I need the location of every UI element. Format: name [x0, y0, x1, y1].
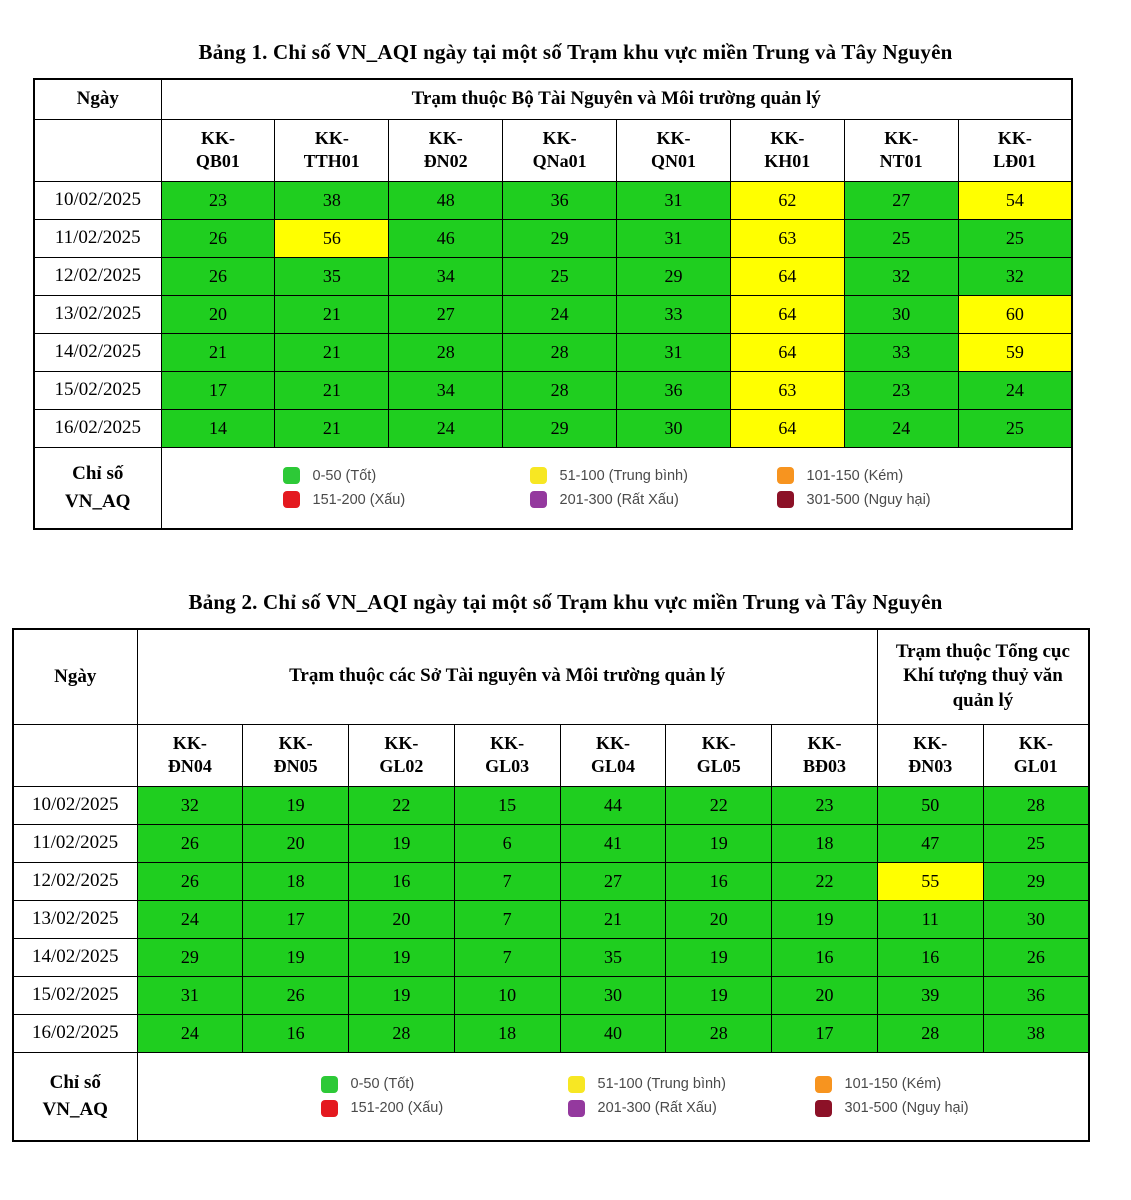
table-row [13, 1014, 1089, 1052]
date-cell: 16/02/2025 [13, 1014, 137, 1052]
aqi-value-cell: 29 [503, 409, 617, 447]
station-header-kk-qna01: KK- QNa01 [503, 119, 617, 181]
aqi-value-cell: 33 [617, 295, 731, 333]
aqi-value-cell: 28 [983, 786, 1089, 824]
aqi-value-cell: 24 [503, 295, 617, 333]
aqi-value-cell: 56 [275, 219, 389, 257]
aqi-value-cell: 25 [983, 824, 1089, 862]
group-header-1: Trạm thuộc các Sở Tài nguyên và Môi trường quản lý [137, 629, 877, 724]
table-header-row [34, 79, 1072, 119]
hazardous-swatch-icon [777, 491, 794, 508]
aqi-value-cell: 30 [560, 976, 666, 1014]
aqi-value-cell: 63 [730, 219, 844, 257]
legend-cell [161, 447, 1072, 529]
aqi-value-cell: 22 [772, 862, 878, 900]
legend-label [13, 1052, 137, 1141]
table-row [34, 409, 1072, 447]
aqi-value-cell: 24 [389, 409, 503, 447]
legend-item-good [283, 467, 530, 484]
table2-title: Bảng 2. Chỉ số VN_AQI ngày tại một số Trạm khu vực miền Trung và Tây Nguyên [188, 590, 943, 614]
aqi-value-cell: 19 [243, 786, 349, 824]
legend-item-label: 301-500 (Nguy hại) [806, 491, 931, 508]
very-bad-swatch-icon [530, 491, 547, 508]
aqi-value-cell: 48 [389, 181, 503, 219]
legend-item-bad [321, 1100, 568, 1117]
moderate-swatch-icon [530, 467, 547, 484]
poor-swatch-icon [777, 467, 794, 484]
aqi-value-cell: 28 [503, 333, 617, 371]
aqi-value-cell: 26 [161, 257, 275, 295]
aqi-value-cell: 24 [137, 1014, 243, 1052]
empty-header-cell [34, 119, 161, 181]
table-row [34, 371, 1072, 409]
station-header-kk-đn05: KK- ĐN05 [243, 724, 349, 786]
aqi-value-cell: 6 [454, 824, 560, 862]
aqi-value-cell: 15 [454, 786, 560, 824]
aqi-value-cell: 20 [161, 295, 275, 333]
date-cell: 14/02/2025 [13, 938, 137, 976]
aqi-value-cell: 28 [503, 371, 617, 409]
table-row [13, 976, 1089, 1014]
aqi-value-cell: 16 [349, 862, 455, 900]
legend-row [13, 1052, 1089, 1141]
aqi-value-cell: 7 [454, 900, 560, 938]
very-bad-swatch-icon [568, 1100, 585, 1117]
aqi-value-cell: 19 [349, 976, 455, 1014]
legend-label [34, 447, 161, 529]
moderate-swatch-icon [568, 1076, 585, 1093]
legend-item-label: 151-200 (Xấu) [312, 491, 406, 508]
legend-label-line1: Chỉ số [72, 463, 124, 485]
aqi-value-cell: 32 [137, 786, 243, 824]
station-header-row [13, 724, 1089, 786]
aqi-value-cell: 19 [666, 824, 772, 862]
table-row [34, 257, 1072, 295]
date-cell: 12/02/2025 [34, 257, 161, 295]
legend-item-label: 151-200 (Xấu) [350, 1100, 444, 1117]
aqi-value-cell: 28 [877, 1014, 983, 1052]
aqi-value-cell: 46 [389, 219, 503, 257]
aqi-value-cell: 54 [958, 181, 1072, 219]
legend-item-poor [815, 1076, 1086, 1093]
aqi-value-cell: 27 [560, 862, 666, 900]
aqi-table-bang-2 [12, 628, 1090, 1142]
aqi-value-cell: 32 [844, 257, 958, 295]
aqi-value-cell: 17 [243, 900, 349, 938]
station-header-kk-đn02: KK- ĐN02 [389, 119, 503, 181]
aqi-value-cell: 20 [243, 824, 349, 862]
station-header-kk-gl04: KK- GL04 [560, 724, 666, 786]
good-swatch-icon [283, 467, 300, 484]
date-cell: 10/02/2025 [13, 786, 137, 824]
aqi-value-cell: 26 [137, 862, 243, 900]
aqi-value-cell: 31 [617, 333, 731, 371]
date-cell: 13/02/2025 [13, 900, 137, 938]
table-row [13, 938, 1089, 976]
aqi-value-cell: 14 [161, 409, 275, 447]
aqi-value-cell: 36 [503, 181, 617, 219]
aqi-value-cell: 64 [730, 295, 844, 333]
legend-item-label: 51-100 (Trung bình) [559, 467, 688, 484]
aqi-value-cell: 31 [617, 219, 731, 257]
aqi-value-cell: 21 [275, 409, 389, 447]
aqi-value-cell: 64 [730, 409, 844, 447]
aqi-value-cell: 29 [503, 219, 617, 257]
aqi-value-cell: 23 [161, 181, 275, 219]
group-header-2: Trạm thuộc Tổng cục Khí tượng thuỷ văn quản lý [877, 629, 1089, 724]
legend-item-label: 201-300 (Rất Xấu) [597, 1100, 717, 1117]
legend-item-poor [777, 467, 1069, 484]
aqi-value-cell: 27 [389, 295, 503, 333]
table-row [13, 824, 1089, 862]
aqi-value-cell: 21 [275, 371, 389, 409]
aqi-value-cell: 41 [560, 824, 666, 862]
table-row [34, 219, 1072, 257]
date-cell: 10/02/2025 [34, 181, 161, 219]
aqi-value-cell: 20 [349, 900, 455, 938]
legend-label-line1: Chỉ số [49, 1071, 101, 1093]
station-header-kk-bđ03: KK- BĐ03 [772, 724, 878, 786]
station-header-kk-đn04: KK- ĐN04 [137, 724, 243, 786]
aqi-value-cell: 36 [983, 976, 1089, 1014]
table-row [13, 786, 1089, 824]
aqi-value-cell: 28 [666, 1014, 772, 1052]
aqi-value-cell: 18 [243, 862, 349, 900]
aqi-value-cell: 31 [617, 181, 731, 219]
bad-swatch-icon [321, 1100, 338, 1117]
date-cell: 16/02/2025 [34, 409, 161, 447]
aqi-value-cell: 28 [349, 1014, 455, 1052]
aqi-value-cell: 25 [844, 219, 958, 257]
date-cell: 14/02/2025 [34, 333, 161, 371]
aqi-value-cell: 36 [617, 371, 731, 409]
aqi-value-cell: 63 [730, 371, 844, 409]
aqi-value-cell: 18 [454, 1014, 560, 1052]
aqi-value-cell: 50 [877, 786, 983, 824]
aqi-value-cell: 26 [243, 976, 349, 1014]
legend-label-line2: VN_AQ [42, 1099, 108, 1121]
aqi-value-cell: 16 [666, 862, 772, 900]
legend-item-label: 51-100 (Trung bình) [597, 1076, 726, 1093]
table-row [34, 295, 1072, 333]
station-header-kk-gl05: KK- GL05 [666, 724, 772, 786]
aqi-value-cell: 28 [389, 333, 503, 371]
aqi-value-cell: 16 [772, 938, 878, 976]
aqi-value-cell: 29 [983, 862, 1089, 900]
aqi-value-cell: 40 [560, 1014, 666, 1052]
date-column-header: Ngày [13, 629, 137, 724]
legend-item-good [321, 1076, 568, 1093]
station-header-kk-lđ01: KK- LĐ01 [958, 119, 1072, 181]
station-header-kk-đn03: KK- ĐN03 [877, 724, 983, 786]
legend-item-label: 101-150 (Kém) [806, 467, 904, 484]
aqi-value-cell: 21 [560, 900, 666, 938]
aqi-value-cell: 19 [666, 938, 772, 976]
aqi-value-cell: 31 [137, 976, 243, 1014]
aqi-value-cell: 19 [243, 938, 349, 976]
aqi-value-cell: 19 [349, 824, 455, 862]
aqi-value-cell: 10 [454, 976, 560, 1014]
date-column-header: Ngày [34, 79, 161, 119]
aqi-value-cell: 35 [560, 938, 666, 976]
legend-item-hazardous [815, 1100, 1086, 1117]
legend-cell [137, 1052, 1089, 1141]
legend-item-moderate [568, 1076, 815, 1093]
aqi-value-cell: 20 [666, 900, 772, 938]
legend-item-label: 301-500 (Nguy hại) [844, 1100, 969, 1117]
group-header-1: Trạm thuộc Bộ Tài Nguyên và Môi trường quản lý [161, 79, 1072, 119]
aqi-value-cell: 20 [772, 976, 878, 1014]
aqi-table-bang-1 [33, 78, 1073, 530]
empty-header-cell [13, 724, 137, 786]
aqi-value-cell: 22 [349, 786, 455, 824]
legend-item-bad [283, 491, 530, 508]
legend-item-very-bad [530, 491, 777, 508]
aqi-value-cell: 19 [349, 938, 455, 976]
aqi-value-cell: 25 [958, 409, 1072, 447]
aqi-value-cell: 19 [666, 976, 772, 1014]
aqi-value-cell: 64 [730, 333, 844, 371]
legend-item-label: 0-50 (Tốt) [350, 1076, 415, 1093]
legend-item-label: 201-300 (Rất Xấu) [559, 491, 679, 508]
aqi-value-cell: 25 [503, 257, 617, 295]
aqi-value-cell: 21 [275, 295, 389, 333]
table-row [13, 862, 1089, 900]
legend-item-label: 101-150 (Kém) [844, 1076, 942, 1093]
hazardous-swatch-icon [815, 1100, 832, 1117]
table-row [34, 181, 1072, 219]
station-header-kk-nt01: KK- NT01 [844, 119, 958, 181]
aqi-value-cell: 7 [454, 938, 560, 976]
aqi-value-cell: 62 [730, 181, 844, 219]
aqi-value-cell: 17 [161, 371, 275, 409]
table1-title: Bảng 1. Chỉ số VN_AQI ngày tại một số Trạm khu vực miền Trung và Tây Nguyên [198, 40, 953, 64]
date-cell: 15/02/2025 [34, 371, 161, 409]
table-row [13, 900, 1089, 938]
station-header-kk-gl03: KK- GL03 [454, 724, 560, 786]
legend-item-hazardous [777, 491, 1069, 508]
aqi-value-cell: 25 [958, 219, 1072, 257]
aqi-value-cell: 33 [844, 333, 958, 371]
date-cell: 11/02/2025 [13, 824, 137, 862]
date-cell: 12/02/2025 [13, 862, 137, 900]
aqi-value-cell: 16 [877, 938, 983, 976]
aqi-value-cell: 35 [275, 257, 389, 295]
aqi-value-cell: 29 [617, 257, 731, 295]
poor-swatch-icon [815, 1076, 832, 1093]
aqi-value-cell: 23 [772, 786, 878, 824]
legend-item-very-bad [568, 1100, 815, 1117]
aqi-value-cell: 26 [983, 938, 1089, 976]
aqi-value-cell: 34 [389, 371, 503, 409]
aqi-value-cell: 7 [454, 862, 560, 900]
aqi-value-cell: 29 [137, 938, 243, 976]
aqi-value-cell: 21 [275, 333, 389, 371]
aqi-value-cell: 64 [730, 257, 844, 295]
date-cell: 13/02/2025 [34, 295, 161, 333]
aqi-value-cell: 60 [958, 295, 1072, 333]
aqi-value-cell: 11 [877, 900, 983, 938]
legend-row [34, 447, 1072, 529]
aqi-value-cell: 34 [389, 257, 503, 295]
bad-swatch-icon [283, 491, 300, 508]
station-header-kk-qn01: KK- QN01 [617, 119, 731, 181]
aqi-value-cell: 30 [983, 900, 1089, 938]
aqi-value-cell: 55 [877, 862, 983, 900]
aqi-value-cell: 27 [844, 181, 958, 219]
aqi-value-cell: 24 [958, 371, 1072, 409]
aqi-value-cell: 24 [844, 409, 958, 447]
aqi-value-cell: 21 [161, 333, 275, 371]
station-header-kk-kh01: KK- KH01 [730, 119, 844, 181]
aqi-value-cell: 16 [243, 1014, 349, 1052]
station-header-kk-gl02: KK- GL02 [349, 724, 455, 786]
aqi-value-cell: 26 [137, 824, 243, 862]
aqi-value-cell: 30 [617, 409, 731, 447]
legend-label-line2: VN_AQ [65, 490, 131, 512]
table-header-row [13, 629, 1089, 724]
aqi-value-cell: 23 [844, 371, 958, 409]
date-cell: 11/02/2025 [34, 219, 161, 257]
aqi-value-cell: 38 [983, 1014, 1089, 1052]
aqi-value-cell: 47 [877, 824, 983, 862]
aqi-value-cell: 26 [161, 219, 275, 257]
aqi-value-cell: 39 [877, 976, 983, 1014]
aqi-value-cell: 17 [772, 1014, 878, 1052]
legend-item-label: 0-50 (Tốt) [312, 467, 377, 484]
aqi-value-cell: 18 [772, 824, 878, 862]
aqi-value-cell: 59 [958, 333, 1072, 371]
station-header-kk-tth01: KK- TTH01 [275, 119, 389, 181]
aqi-value-cell: 30 [844, 295, 958, 333]
aqi-value-cell: 32 [958, 257, 1072, 295]
aqi-value-cell: 38 [275, 181, 389, 219]
table-row [34, 333, 1072, 371]
aqi-value-cell: 44 [560, 786, 666, 824]
good-swatch-icon [321, 1076, 338, 1093]
aqi-value-cell: 19 [772, 900, 878, 938]
aqi-value-cell: 24 [137, 900, 243, 938]
legend-item-moderate [530, 467, 777, 484]
station-header-row [34, 119, 1072, 181]
aqi-value-cell: 22 [666, 786, 772, 824]
date-cell: 15/02/2025 [13, 976, 137, 1014]
station-header-kk-qb01: KK- QB01 [161, 119, 275, 181]
station-header-kk-gl01: KK- GL01 [983, 724, 1089, 786]
